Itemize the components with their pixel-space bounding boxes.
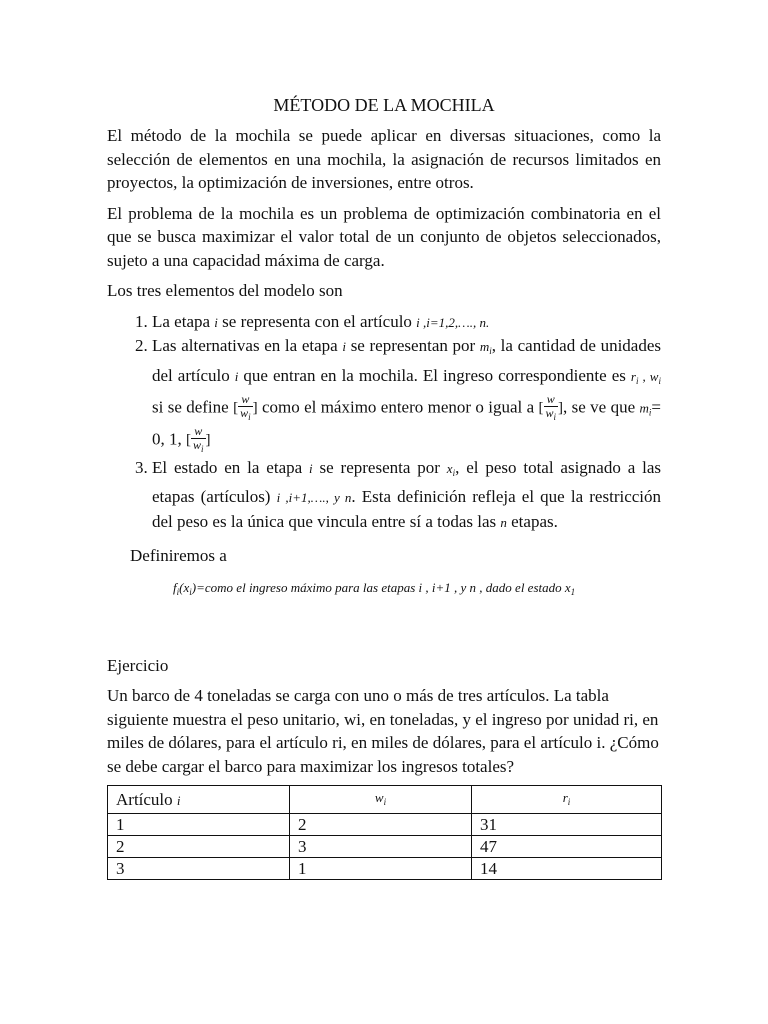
list-item-state: 3. El estado en la etapa i se representa por $x_i$, el peso total asignado a las etapas (artículos) i ,i+1,…., y n. Esta definición refleja el que la restricción del peso es la única que vincula entre sí a todas las n etapas. bbox=[152, 456, 661, 535]
table-row: 1 2 31 bbox=[108, 814, 662, 836]
fraction-w-over-wi-2: $\frac{w}{w_i}$ bbox=[545, 392, 557, 422]
exercise-heading: Ejercicio bbox=[107, 655, 169, 675]
paragraph-intro: El método de la mochila se puede aplicar en diversas situaciones, como la selección de elementos en una mochila, la asignación de recursos limitados en proyectos, la optimización de inversiones, entre otros. bbox=[107, 126, 661, 192]
header-revenue: $r_i$ bbox=[472, 786, 662, 814]
table-row: 3 1 14 bbox=[108, 858, 662, 880]
header-articulo: Artículo i bbox=[108, 786, 290, 814]
items-table bbox=[107, 785, 662, 880]
exercise-statement: Un barco de 4 toneladas se carga con uno o más de tres artículos. La tabla siguiente muestra el peso unitario, wi, en toneladas, y el ingreso por unidad ri, en miles de dólares, para el artículo ri, en miles de dólares, para el artículo i. ¿Cómo se debe cargar el barco para maximizar los ingresos totales? bbox=[107, 686, 659, 776]
page-title: MÉTODO DE LA MOCHILA bbox=[273, 95, 495, 115]
fraction-w-over-wi: $\frac{w}{w_i}$ bbox=[240, 392, 251, 422]
fraction-w-over-wi-3: $\frac{w}{w_i}$ bbox=[193, 423, 204, 454]
table-header-row bbox=[108, 786, 662, 814]
recursive-formula: $f_i(x_i)=como$ el ingreso máximo para las etapas i , i+1 , y n , dado el estado $x_1$ bbox=[173, 579, 576, 597]
paragraph-definition: El problema de la mochila es un problema de optimización combinatoria en el que se busca maximizar el valor total de un conjunto de objetos seleccionados, sujeto a una capacidad máxima de carga. bbox=[107, 203, 661, 270]
list-item-alternatives: 2. Las alternativas en la etapa i se representan por $m_i$, la cantidad de unidades del artículo i que entran en la mochila. El ingreso correspondiente es $r_i$ , $w_i$ si se define [ $\frac{w}{w_i}$ ] como el máximo entero menor o igual a [ $\frac{w}{w_i}$ ], se ve que $m_i= 0$, 1, [ $\frac{w}{w_i}$ ] bbox=[152, 334, 661, 456]
list-item-stage: 1. La etapa i se representa con el artículo i ,i=1,2,…., n. bbox=[152, 310, 661, 335]
paragraph-elements-intro: Los tres elementos del modelo son bbox=[107, 281, 343, 300]
model-elements-list bbox=[107, 310, 661, 535]
paragraph-definiremos: Definiremos a bbox=[130, 546, 227, 566]
document-page bbox=[107, 92, 661, 880]
header-weight: $w_i$ bbox=[290, 786, 472, 814]
table-row: 2 3 47 bbox=[108, 836, 662, 858]
